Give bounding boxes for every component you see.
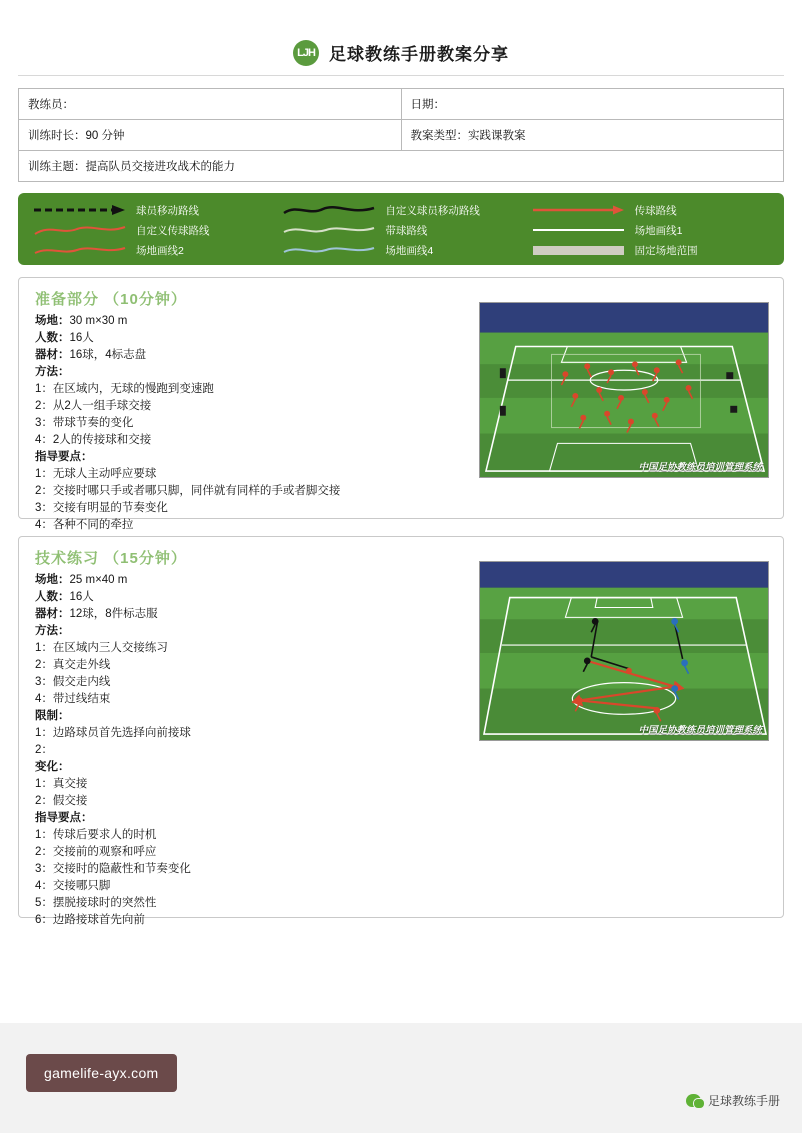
detail-value: 3：交接时的隐蔽性和节奏变化 [35, 863, 191, 875]
image-watermark: 中国足协教练员培训管理系统 [638, 462, 762, 473]
pitch-diagram-preparation [479, 302, 769, 478]
detail-heading: 限制： [35, 710, 70, 722]
detail-value: 4：带过线结束 [35, 693, 111, 705]
legend-label: 固定场地范围 [634, 244, 698, 257]
detail-value: 25 m×40 m [69, 574, 128, 586]
section-title: 准备部分 （10分钟） [35, 291, 187, 308]
pitch-diagram-technical [479, 561, 769, 741]
detail-value: 1：传球后要求人的时机 [35, 829, 157, 841]
detail-value: 4：各种不同的牵拉 [35, 519, 134, 531]
legend-label: 传球路线 [634, 204, 677, 217]
legend-label: 场地画线4 [385, 244, 434, 257]
detail-value: 4：2人的传接球和交接 [35, 434, 152, 446]
detail-value: 6：边路接球首先向前 [35, 914, 145, 926]
topic-value: 提高队员交接进攻战术的能力 [85, 161, 235, 173]
detail-value: 3：带球节奏的变化 [35, 417, 134, 429]
detail-value: 16球，4标志盘 [69, 349, 147, 361]
detail-line [35, 313, 483, 330]
detail-value: 1：在区域内三人交接练习 [35, 642, 168, 654]
detail-label: 人数： [35, 591, 70, 603]
table-row [19, 89, 784, 120]
detail-value: 1：无球人主动呼应要球 [35, 468, 157, 480]
detail-value: 2：从2人一组手球交接 [35, 400, 152, 412]
duration-value: 90 分钟 [85, 130, 125, 142]
legend-item-custom-pass-line [32, 222, 271, 238]
duration-cell [19, 120, 402, 151]
plan-type-cell [401, 120, 784, 151]
wave-red2-icon [32, 242, 128, 258]
solid-arrow-red-icon [531, 202, 627, 218]
pitch-graphic [480, 562, 768, 740]
detail-value: 3：交接有明显的节奏变化 [35, 502, 168, 514]
legend-item-dribble-line [281, 222, 520, 238]
legend-label: 自定义传球路线 [136, 224, 210, 237]
url-badge[interactable]: gamelife-ayx.com [26, 1054, 177, 1092]
table-row [19, 151, 784, 182]
detail-value: 1：真交接 [35, 778, 88, 790]
topic-cell [19, 151, 784, 182]
legend-item-player-run [32, 202, 271, 218]
wave-dark-icon [281, 202, 377, 218]
wechat-account-label: 足球教练手册 [707, 1094, 780, 1108]
detail-value: 30 m×30 m [69, 315, 128, 327]
date-cell [401, 89, 784, 120]
wave-red-icon [32, 222, 128, 238]
solid-white-line-icon [531, 222, 627, 238]
section-content [19, 572, 499, 939]
detail-line [35, 347, 483, 364]
detail-value: 1：在区域内，无球的慢跑到变速跑 [35, 383, 214, 395]
dashed-arrow-icon [32, 202, 128, 218]
detail-value: 2：交接前的观察和呼应 [35, 846, 157, 858]
legend-band [18, 193, 784, 265]
legend-item-pass-line [531, 202, 770, 218]
detail-label: 场地： [35, 315, 70, 327]
legend-item-field-line-2 [32, 242, 271, 258]
table-row [19, 120, 784, 151]
detail-label: 人数： [35, 332, 70, 344]
detail-value: 2： [35, 744, 53, 756]
legend-label: 场地画线2 [136, 244, 184, 257]
detail-value: 16人 [69, 591, 94, 603]
page-title: 足球教练手册教案分享 [329, 45, 509, 64]
document-header [18, 30, 784, 76]
legend-label: 自定义球员移动路线 [385, 204, 480, 217]
detail-value: 1：边路球员首先选择向前接球 [35, 727, 191, 739]
legend-label: 场地画线1 [634, 224, 683, 237]
detail-line [35, 572, 483, 589]
pitch-graphic [480, 303, 768, 477]
plan-type-label: 教案类型： [410, 130, 468, 142]
detail-value: 2：真交走外线 [35, 659, 111, 671]
filled-bar-icon [531, 242, 627, 258]
section-technical [18, 536, 784, 926]
duration-label: 训练时长： [28, 130, 86, 142]
detail-label: 场地： [35, 574, 70, 586]
detail-value: 16人 [69, 332, 94, 344]
legend-label: 球员移动路线 [136, 204, 199, 217]
detail-label: 器材： [35, 349, 70, 361]
coach-label: 教练员： [28, 99, 74, 111]
coach-cell [19, 89, 402, 120]
detail-value: 3：假交走内线 [35, 676, 111, 688]
topic-label: 训练主题： [28, 161, 86, 173]
detail-heading: 变化： [35, 761, 70, 773]
legend-item-field-line-1 [531, 222, 770, 238]
wave-light-icon [281, 222, 377, 238]
image-watermark: 中国足协教练员培训管理系统 [638, 725, 762, 736]
legend-item-custom-player-run [281, 202, 520, 218]
legend-item-field-line-4 [281, 242, 520, 258]
detail-heading: 指导要点： [35, 812, 93, 824]
detail-value: 4：交接哪只脚 [35, 880, 111, 892]
wave-blue-icon [281, 242, 377, 258]
session-info-table [18, 88, 784, 182]
detail-heading: 方法： [35, 625, 70, 637]
section-title: 技术练习 （15分钟） [35, 550, 187, 567]
detail-value: 5：摆脱接球时的突然性 [35, 897, 157, 909]
detail-heading: 指导要点： [35, 451, 93, 463]
plan-type-value: 实践课教案 [468, 130, 526, 142]
date-label: 日期： [410, 99, 445, 111]
detail-line [35, 330, 483, 347]
legend-label: 带球路线 [385, 224, 428, 237]
detail-label: 器材： [35, 608, 70, 620]
legend-item-fixed-area [531, 242, 770, 258]
brand-logo-icon: LJH [293, 40, 319, 66]
detail-line [35, 606, 483, 623]
wechat-icon [686, 1094, 701, 1107]
section-content [19, 313, 499, 544]
detail-value: 12球，8件标志服 [69, 608, 158, 620]
wechat-account[interactable] [686, 1092, 780, 1109]
detail-value: 2：交接时哪只手或者哪只脚，同伴就有同样的手或者脚交接 [35, 485, 341, 497]
detail-value: 2：假交接 [35, 795, 88, 807]
detail-line [35, 589, 483, 606]
detail-heading: 方法： [35, 366, 70, 378]
section-preparation [18, 277, 784, 531]
